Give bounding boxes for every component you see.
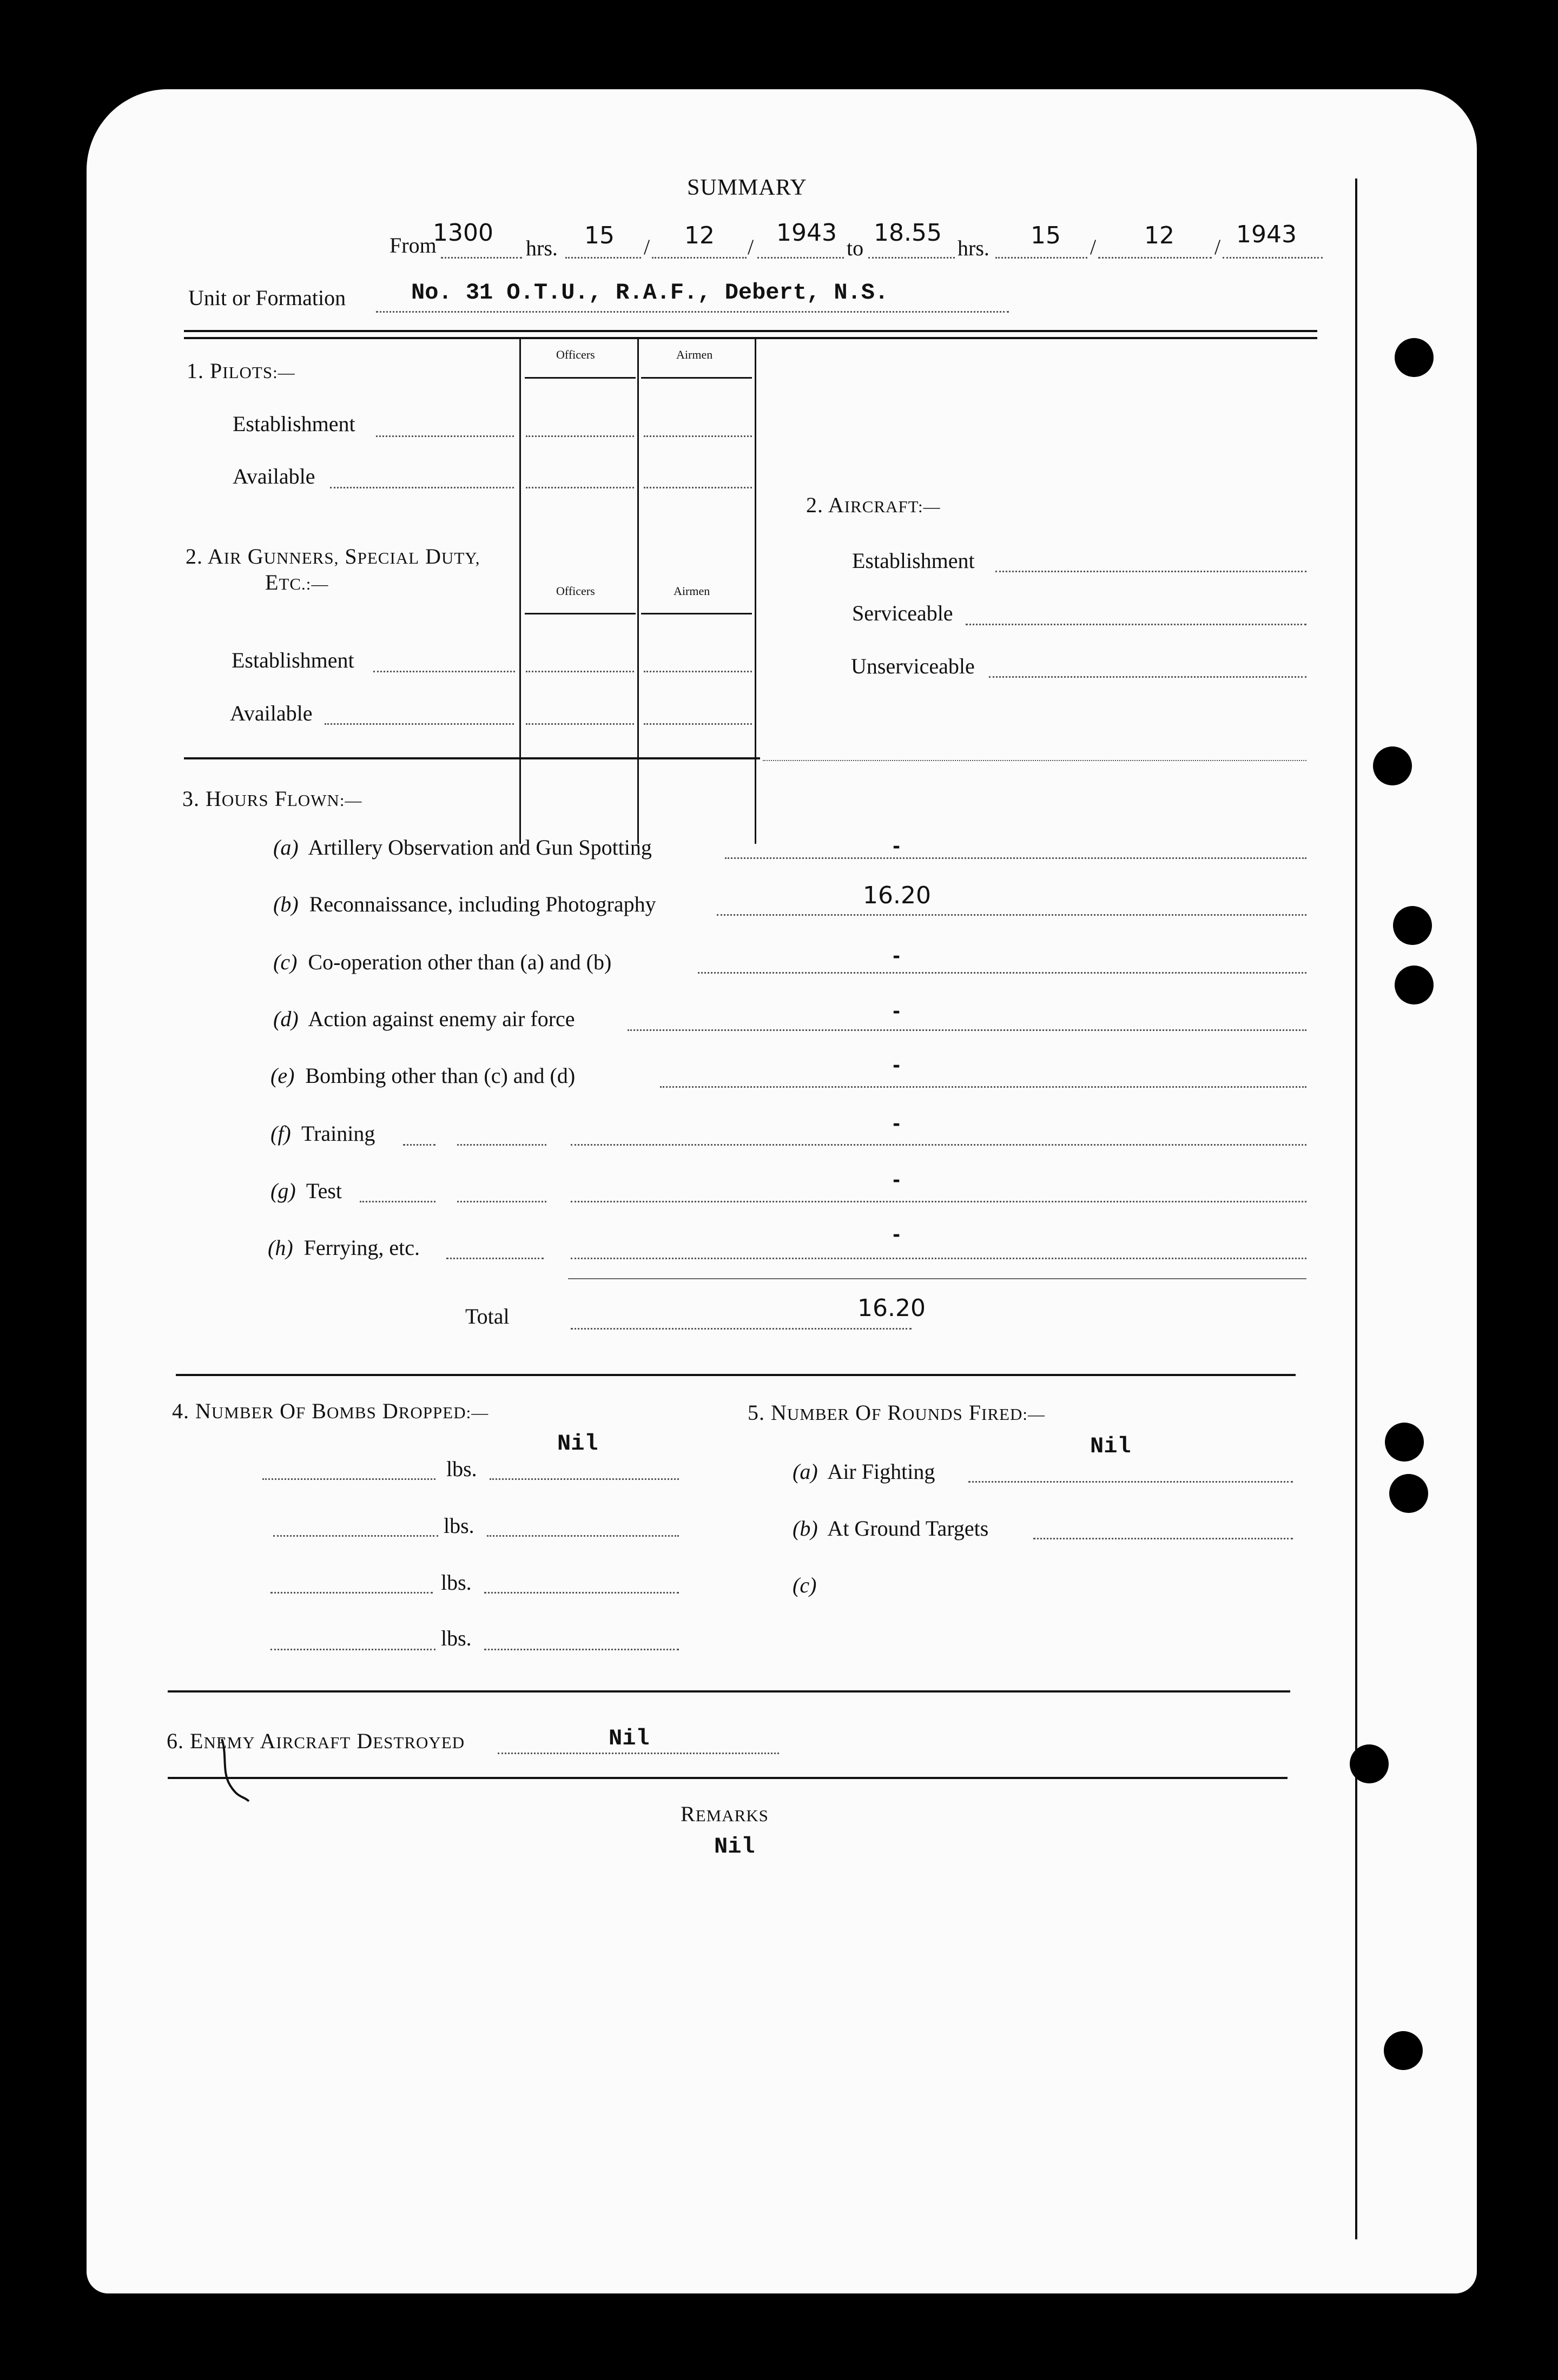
punch-hole-4 (1395, 966, 1434, 1004)
to-day: 15 (1031, 222, 1061, 249)
pilots-col-airmen: Airmen (676, 348, 713, 361)
hours-row-c: (c) Co-operation other than (a) and (b) (273, 950, 612, 974)
gunners-col-airmen: Airmen (674, 584, 710, 598)
to-slash-1: / (1090, 235, 1097, 259)
remarks-value: Nil (714, 1834, 755, 1860)
from-slash-1: / (644, 235, 650, 259)
unit-value: No. 31 O.T.U., R.A.F., Debert, N.S. (411, 280, 889, 306)
pilots-heading: 1. PILOTS:— (187, 359, 295, 383)
punch-hole-2 (1373, 746, 1412, 785)
form-title: SUMMARY (687, 175, 807, 200)
aircraft-unserviceable-label: Unserviceable (851, 654, 975, 678)
from-day: 15 (584, 222, 615, 249)
rounds-heading: 5. NUMBER OF ROUNDS FIRED:— (748, 1400, 1045, 1425)
hours-value-f: - (893, 1113, 901, 1135)
hours-value-c: - (893, 946, 901, 967)
aircraft-establishment-label: Establishment (852, 548, 975, 573)
hours-value-b: 16.20 (863, 882, 931, 909)
from-label: From (390, 233, 437, 257)
hours-row-g: (g) Test (270, 1179, 342, 1203)
to-time: 18.55 (874, 219, 942, 247)
hours-value-a: - (893, 836, 901, 857)
to-month: 12 (1144, 222, 1174, 249)
hours-row-f: (f) Training (270, 1121, 375, 1146)
enemy-value: Nil (609, 1726, 650, 1751)
aircraft-heading: 2. AIRCRAFT:— (806, 493, 941, 517)
bombs-lbs-1: lbs. (446, 1457, 477, 1481)
punch-hole-8 (1384, 2031, 1423, 2070)
hours-row-a: (a) Artillery Observation and Gun Spotting (273, 835, 652, 860)
rounds-a-label: (a) Air Fighting (793, 1459, 935, 1484)
hours-row-e: (e) Bombing other than (c) and (d) (270, 1063, 576, 1088)
punch-hole-6 (1389, 1474, 1428, 1513)
hours-row-h: (h) Ferrying, etc. (268, 1235, 420, 1260)
bombs-lbs-4: lbs. (441, 1626, 472, 1650)
hours-heading: 3. HOURS FLOWN:— (182, 786, 362, 811)
from-hrs-label: hrs. (526, 236, 558, 260)
hours-value-g: - (893, 1169, 901, 1191)
bombs-lbs-3: lbs. (441, 1570, 472, 1595)
hours-total-value: 16.20 (857, 1294, 926, 1322)
hours-row-b: (b) Reconnaissance, including Photography (273, 892, 656, 916)
from-year: 1943 (776, 219, 837, 247)
form-page (87, 89, 1477, 2293)
bombs-lbs-2: lbs. (444, 1513, 474, 1538)
gunners-col-officers: Officers (556, 584, 595, 598)
to-slash-2: / (1214, 235, 1221, 259)
punch-hole-5 (1385, 1423, 1424, 1462)
pilots-establishment-label: Establishment (233, 412, 355, 436)
unit-label: Unit or Formation (188, 286, 346, 310)
enemy-label: 6. ENEMY AIRCRAFT DESTROYED (167, 1729, 465, 1753)
bombs-heading: 4. NUMBER OF BOMBS DROPPED:— (172, 1399, 489, 1423)
rounds-c-label: (c) (793, 1573, 817, 1597)
gunners-heading-line2: ETC.:— (265, 570, 329, 594)
rounds-b-label: (b) At Ground Targets (793, 1516, 989, 1541)
gunners-establishment-label: Establishment (232, 648, 354, 672)
hours-value-d: - (893, 1001, 901, 1022)
hours-row-d: (d) Action against enemy air force (273, 1007, 575, 1031)
gunners-heading-line1: 2. AIR GUNNERS, SPECIAL DUTY, (186, 544, 480, 568)
gunners-available-label: Available (230, 701, 313, 725)
from-month: 12 (684, 222, 715, 249)
pilots-available-label: Available (233, 464, 315, 488)
bombs-value: Nil (557, 1431, 598, 1457)
pilots-col-officers: Officers (556, 348, 595, 361)
hours-total-label: Total (465, 1304, 510, 1328)
hours-value-e: - (893, 1055, 901, 1076)
pen-stroke-mark (211, 1734, 254, 1804)
punch-hole-3 (1393, 906, 1432, 945)
from-slash-2: / (748, 235, 754, 259)
rounds-value: Nil (1090, 1433, 1131, 1459)
to-label: to (847, 236, 864, 260)
to-hrs-label: hrs. (958, 236, 989, 260)
hours-value-h: - (893, 1224, 901, 1246)
remarks-label: REMARKS (681, 1802, 769, 1826)
aircraft-serviceable-label: Serviceable (852, 601, 953, 625)
punch-hole-7 (1350, 1744, 1389, 1783)
punch-hole-1 (1395, 338, 1434, 377)
to-year: 1943 (1236, 221, 1297, 248)
from-time: 1300 (433, 219, 493, 247)
